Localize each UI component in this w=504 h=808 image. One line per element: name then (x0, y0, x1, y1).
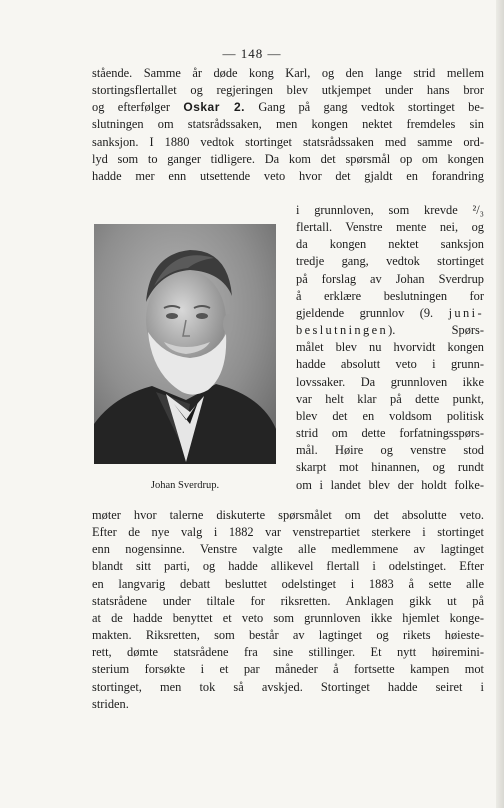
text-line: striden. (92, 696, 129, 711)
text-fragment: og efterfølger (92, 100, 171, 115)
page-number: — 148 — (222, 46, 282, 61)
text-line: hadde mer enn utsettende veto hvor det gjaldt en forandring (92, 168, 484, 183)
text-line: mål. Høire og venstre stod (296, 443, 484, 458)
text-top (92, 65, 484, 185)
text-line: flertall. Venstre mente nei, og (296, 220, 484, 235)
text-line: Efter de nye valg i 1882 var venstrepartiet sterkere i stortinget (92, 525, 484, 540)
text-line: at de hadde benyttet et veto som grunnloven ikke hjemlet konge- (92, 610, 484, 625)
text-line: blandt sitt parti, og hadde allikevel flertall i odelstinget. Efter (92, 559, 484, 574)
text-line: blev det en voldsom politisk (296, 408, 484, 423)
text-bottom (92, 507, 484, 713)
text-line: strid om dette forfatningsspørs- (296, 426, 484, 441)
portrait-illustration (94, 224, 276, 464)
text-fragment: Gang på gang vedtok stortinget be- (258, 100, 484, 115)
text-line (296, 305, 484, 322)
text-line: hadde absolutt veto i grunn- (296, 357, 484, 372)
text-line: sterium forsøkte i et par måneder å fortsette kampen mot (92, 662, 484, 677)
text-line: stortinget, men tok så avskjed. Stortinget hadde seiret i (92, 679, 484, 694)
text-line: var helt klar på dette punkt, (296, 391, 484, 406)
text-line: enn nogensinne. Venstre valgte alle medlemmene av lagtinget (92, 542, 484, 557)
king-name: Oskar 2. (183, 100, 245, 115)
text-fragment: gjeldende grunnlov (9. (296, 305, 434, 320)
text-line: lovssaker. Da grunnloven ikke (296, 374, 484, 389)
text-line: stortingsflertallet og regjeringen blev utkjempet under hans bror (92, 83, 484, 98)
text-line: i grunnloven, som krevde ²/₃ (296, 203, 484, 217)
page-edge (496, 0, 504, 808)
text-line: om i landet blev der holdt folke- (296, 477, 484, 492)
text-line: stående. Samme år døde kong Karl, og den lange strid mellem (92, 66, 484, 80)
text-line: en langvarig debatt besluttet odelstinget i 1883 å sette alle (92, 576, 484, 591)
text-line: slutningen om statsrådssaken, men kongen nektet fremdeles sin (92, 117, 484, 132)
text-line: å erklære beslutningen for (296, 288, 484, 303)
spaced-term: juni- (448, 305, 484, 320)
text-side (296, 202, 484, 494)
text-line: skarpt mot hinannen, og rundt (296, 460, 484, 475)
text-line: da kongen nektet sanksjon (296, 237, 484, 252)
text-line: møter hvor talerne diskuterte spørsmålet om det absolutte veto. (92, 508, 484, 522)
text-line: på forslag av Johan Sverdrup (296, 271, 484, 286)
text-line: rett, dømte statsrådene fra sine stillinger. Et nytt høiremini- (92, 645, 484, 660)
text-line: lyd som to ganger tidligere. Da kom det spørsmål op om kongen (92, 151, 484, 166)
text-line (92, 99, 484, 116)
text-line: målet blev nu hvorvidt kongen (296, 340, 484, 355)
portrait-photo (94, 224, 276, 464)
text-line: makten. Riksretten, som består av lagtinget og rikets høieste- (92, 628, 484, 643)
text-line: sanksjon. I 1880 vedtok stortinget statsrådssaken med samme ord- (92, 134, 484, 149)
spaced-term: beslutningen (296, 323, 389, 338)
text-line: statsrådene under tiltale for riksretten. Anklagen gikk ut på (92, 593, 484, 608)
text-line: tredje gang, vedtok stortinget (296, 254, 484, 269)
portrait-caption: Johan Sverdrup. (150, 480, 220, 491)
text-line (296, 322, 484, 339)
text-fragment: ). Spørs- (388, 323, 484, 338)
